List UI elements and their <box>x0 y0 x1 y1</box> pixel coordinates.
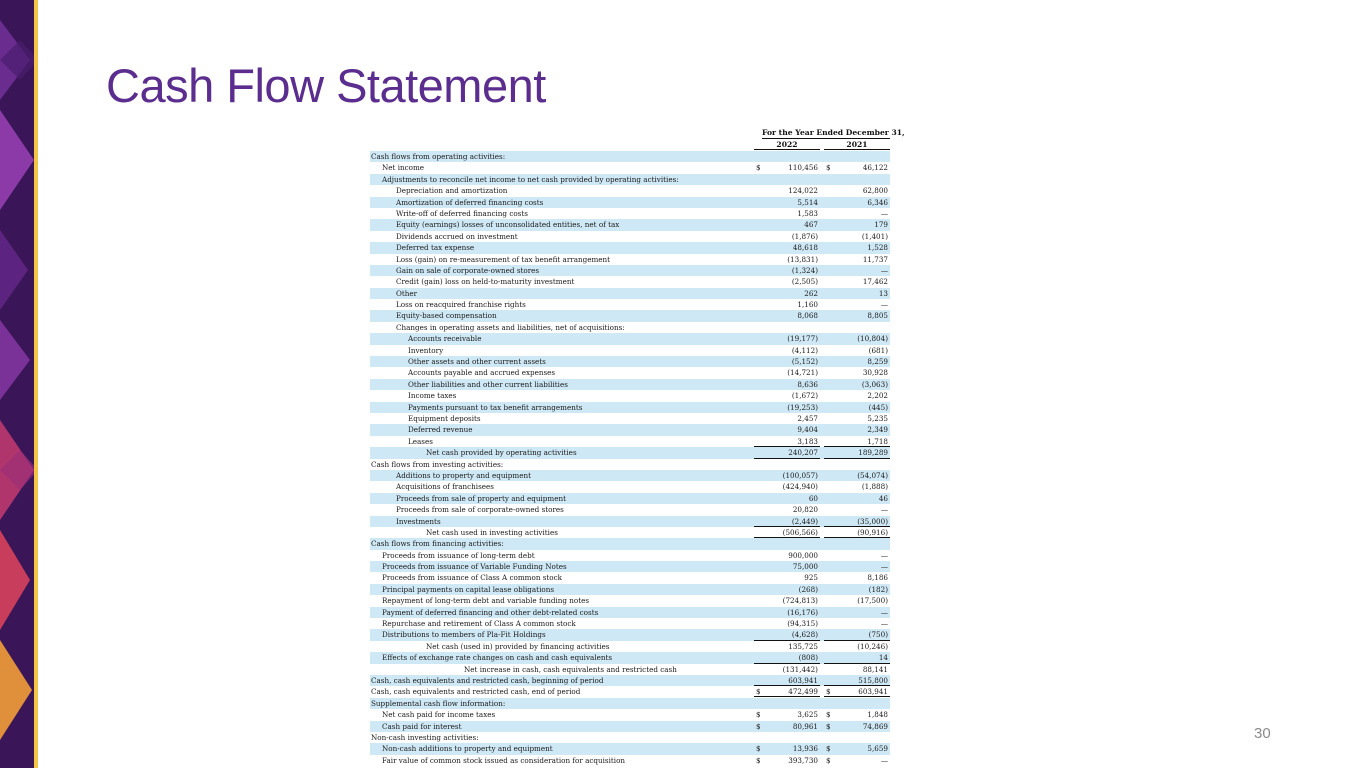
row-label: Distributions to members of Pla-Fit Holdings <box>382 630 546 640</box>
currency-symbol: $ <box>826 744 831 754</box>
page-number: 30 <box>1254 725 1271 742</box>
value-2022: (5,152) <box>791 357 818 367</box>
row-label: Dividends accrued on investment <box>396 231 518 241</box>
row-label: Deferred revenue <box>408 425 473 435</box>
row-label: Equity (earnings) losses of unconsolidated entities, net of tax <box>396 220 620 230</box>
value-2021: — <box>880 265 888 275</box>
value-2021: 17,462 <box>862 277 888 287</box>
value-2022: (808) <box>798 653 818 663</box>
currency-symbol: $ <box>826 687 831 697</box>
value-2022: 5,514 <box>797 197 818 207</box>
value-2021: 62,800 <box>862 186 888 196</box>
value-2021: (681) <box>868 345 888 355</box>
row-label: Cash paid for interest <box>382 721 462 731</box>
table-row <box>370 493 890 504</box>
value-2022: (506,566) <box>782 527 818 537</box>
table-row <box>370 379 890 390</box>
row-label: Proceeds from sale of corporate-owned stores <box>396 505 564 515</box>
table-row <box>370 322 890 333</box>
row-label: Accounts payable and accrued expenses <box>408 368 556 378</box>
value-2022: 900,000 <box>788 550 818 560</box>
value-2021: — <box>880 619 888 629</box>
value-2021: 8,186 <box>867 573 888 583</box>
value-2022: 472,499 <box>788 687 818 697</box>
table-row <box>370 675 890 686</box>
row-label: Changes in operating assets and liabilities, net of acquisitions: <box>396 322 625 332</box>
currency-symbol: $ <box>756 163 761 173</box>
value-2021: (35,000) <box>857 516 888 526</box>
table-row <box>370 424 890 435</box>
value-2022: (100,057) <box>782 470 818 480</box>
row-label: Net cash provided by operating activities <box>426 448 577 458</box>
table-row <box>370 299 890 310</box>
currency-symbol: $ <box>756 687 761 697</box>
value-2021: (54,074) <box>857 470 888 480</box>
row-label: Depreciation and amortization <box>396 186 508 196</box>
row-label: Net income <box>382 163 425 173</box>
table-row <box>370 618 890 629</box>
table-row <box>370 527 890 538</box>
value-2022: 9,404 <box>797 425 818 435</box>
table-row <box>370 686 890 697</box>
table-row <box>370 288 890 299</box>
value-2021: 6,346 <box>867 197 888 207</box>
row-label: Gain on sale of corporate-owned stores <box>396 265 540 275</box>
row-label: Cash flows from investing activities: <box>371 459 504 469</box>
row-label: Supplemental cash flow information: <box>371 698 506 708</box>
geometric-pattern-icon <box>0 0 38 768</box>
row-label: Non-cash investing activities: <box>371 732 479 742</box>
table-row <box>370 607 890 618</box>
value-2022: (1,324) <box>791 265 818 275</box>
value-2022: 262 <box>804 288 818 298</box>
table-row <box>370 356 890 367</box>
row-label: Loss (gain) on re-measurement of tax benefit arrangement <box>396 254 611 264</box>
value-2022: 1,583 <box>797 208 818 218</box>
table-row <box>370 652 890 663</box>
value-2022: 1,160 <box>797 300 818 310</box>
row-label: Other assets and other current assets <box>408 357 546 367</box>
value-2021: (445) <box>868 402 888 412</box>
value-2021: — <box>880 550 888 560</box>
table-row <box>370 333 890 344</box>
table-header <box>370 127 905 151</box>
table-row <box>370 561 890 572</box>
table-row <box>370 367 890 378</box>
row-label: Proceeds from issuance of long-term debt <box>382 550 535 560</box>
table-row <box>370 481 890 492</box>
value-2022: (424,940) <box>782 482 818 492</box>
row-label: Net cash (used in) provided by financing activities <box>426 641 610 651</box>
value-2021: — <box>880 505 888 515</box>
row-label: Leases <box>408 436 433 446</box>
value-2022: 110,456 <box>788 163 818 173</box>
value-2021: 46,122 <box>862 163 888 173</box>
table-row <box>370 721 890 732</box>
row-label: Proceeds from sale of property and equipment <box>396 493 566 503</box>
row-label: Amortization of deferred financing costs <box>396 197 544 207</box>
value-2022: (19,253) <box>787 402 818 412</box>
row-label: Proceeds from issuance of Variable Funding Notes <box>382 562 567 572</box>
value-2021: 1,848 <box>867 710 888 720</box>
row-label: Net increase in cash, cash equivalents and restricted cash <box>464 664 677 674</box>
currency-symbol: $ <box>826 710 831 720</box>
period-header: For the Year Ended December 31, <box>762 128 905 137</box>
value-2021: 179 <box>874 220 888 230</box>
currency-symbol: $ <box>756 710 761 720</box>
table-row <box>370 698 890 709</box>
table-row <box>370 310 890 321</box>
value-2022: (4,628) <box>791 630 818 640</box>
row-label: Repayment of long-term debt and variable funding notes <box>382 596 590 606</box>
table-row <box>370 504 890 515</box>
table-row <box>370 390 890 401</box>
table-row <box>370 413 890 424</box>
value-2021: 2,349 <box>867 425 888 435</box>
value-2021: — <box>880 562 888 572</box>
value-2022: 48,618 <box>792 243 818 253</box>
table-row <box>370 516 890 527</box>
value-2021: 8,259 <box>867 357 888 367</box>
table-row <box>370 470 890 481</box>
value-2022: 925 <box>804 573 818 583</box>
value-2022: 240,207 <box>788 448 818 458</box>
value-2021: 603,941 <box>858 687 888 697</box>
value-2021: 74,869 <box>862 721 888 731</box>
value-2022: (19,177) <box>787 334 818 344</box>
value-2022: 124,022 <box>788 186 818 196</box>
table-row <box>370 219 890 230</box>
value-2021: 5,659 <box>867 744 888 754</box>
value-2021: 189,289 <box>858 448 888 458</box>
value-2021: (17,500) <box>857 596 888 606</box>
row-label: Deferred tax expense <box>396 243 475 253</box>
table-row <box>370 595 890 606</box>
table-row <box>370 629 890 640</box>
row-label: Investments <box>396 516 441 526</box>
value-2021: (90,916) <box>857 527 888 537</box>
row-label: Principal payments on capital lease obligations <box>382 584 555 594</box>
value-2022: (131,442) <box>782 664 818 674</box>
year-2022-header: 2022 <box>754 140 820 150</box>
value-2022: 3,183 <box>797 436 818 446</box>
value-2021: 1,718 <box>867 436 888 446</box>
row-label: Inventory <box>408 345 444 355</box>
value-2021: 2,202 <box>867 391 888 401</box>
value-2021: (182) <box>868 584 888 594</box>
table-row <box>370 276 890 287</box>
table-row <box>370 709 890 720</box>
row-label: Repurchase and retirement of Class A common stock <box>382 619 576 629</box>
row-label: Equity-based compensation <box>396 311 497 321</box>
value-2021: (3,063) <box>861 379 888 389</box>
table-row <box>370 743 890 754</box>
value-2022: 135,725 <box>788 641 818 651</box>
row-label: Other liabilities and other current liabilities <box>408 379 568 389</box>
value-2021: — <box>880 607 888 617</box>
row-label: Effects of exchange rate changes on cash and cash equivalents <box>382 653 613 663</box>
value-2022: (4,112) <box>791 345 818 355</box>
row-label: Cash, cash equivalents and restricted cash, end of period <box>371 687 581 697</box>
table-row <box>370 459 890 470</box>
value-2022: (724,813) <box>782 596 818 606</box>
value-2021: 88,141 <box>862 664 888 674</box>
row-label: Other <box>396 288 418 298</box>
table-row <box>370 174 890 185</box>
row-label: Cash flows from operating activities: <box>371 152 506 161</box>
value-2022: (2,449) <box>791 516 818 526</box>
currency-symbol: $ <box>756 744 761 754</box>
table-row <box>370 755 890 766</box>
value-2021: (750) <box>868 630 888 640</box>
currency-symbol: $ <box>826 755 831 765</box>
table-row <box>370 197 890 208</box>
row-label: Adjustments to reconcile net income to net cash provided by operating activities: <box>382 174 679 184</box>
value-2021: — <box>880 300 888 310</box>
value-2022: 3,625 <box>797 710 818 720</box>
value-2021: 5,235 <box>867 413 888 423</box>
row-label: Additions to property and equipment <box>396 470 531 480</box>
table-row <box>370 162 890 173</box>
value-2021: — <box>880 755 888 765</box>
table-row <box>370 345 890 356</box>
table-row <box>370 265 890 276</box>
table-row <box>370 254 890 265</box>
value-2021: (1,888) <box>861 482 888 492</box>
table-row <box>370 550 890 561</box>
value-2021: 515,800 <box>858 675 888 685</box>
table-row <box>370 572 890 583</box>
row-label: Write-off of deferred financing costs <box>396 208 528 218</box>
row-label: Accounts receivable <box>408 334 482 344</box>
value-2021: 46 <box>878 493 888 503</box>
value-2022: (268) <box>798 584 818 594</box>
table-row <box>370 231 890 242</box>
value-2021: 13 <box>878 288 888 298</box>
row-label: Net cash paid for income taxes <box>382 710 496 720</box>
value-2022: (14,721) <box>787 368 818 378</box>
value-2022: 80,961 <box>792 721 818 731</box>
value-2022: (16,176) <box>787 607 818 617</box>
value-2022: 467 <box>804 220 818 230</box>
row-label: Cash flows from financing activities: <box>371 539 504 549</box>
slide-title: Cash Flow Statement <box>106 59 546 112</box>
value-2021: 8,805 <box>867 311 888 321</box>
table-row <box>370 538 890 549</box>
value-2022: (1,672) <box>791 391 818 401</box>
currency-symbol: $ <box>826 721 831 731</box>
row-label: Non-cash additions to property and equipment <box>382 744 553 754</box>
table-row <box>370 447 890 458</box>
value-2022: 13,936 <box>792 744 818 754</box>
row-label: Proceeds from issuance of Class A common stock <box>382 573 563 583</box>
value-2021: 30,928 <box>862 368 888 378</box>
value-2022: (94,315) <box>787 619 818 629</box>
value-2022: (13,831) <box>787 254 818 264</box>
row-label: Payment of deferred financing and other debt-related costs <box>382 607 599 617</box>
value-2021: 11,737 <box>862 254 888 264</box>
row-label: Cash, cash equivalents and restricted cash, beginning of period <box>371 675 604 685</box>
value-2021: (10,246) <box>857 641 888 651</box>
value-2022: 20,820 <box>792 505 818 515</box>
cash-flow-table <box>370 151 890 766</box>
currency-symbol: $ <box>826 163 831 173</box>
value-2022: 2,457 <box>797 413 818 423</box>
value-2021: (1,401) <box>861 231 888 241</box>
table-row <box>370 584 890 595</box>
value-2021: — <box>880 208 888 218</box>
table-row <box>370 664 890 675</box>
table-row <box>370 185 890 196</box>
currency-symbol: $ <box>756 721 761 731</box>
table-row <box>370 242 890 253</box>
row-label: Income taxes <box>408 391 457 401</box>
row-label: Acquisitions of franchisees <box>396 482 494 492</box>
currency-symbol: $ <box>756 755 761 765</box>
table-row <box>370 151 890 162</box>
table-row <box>370 732 890 743</box>
row-label: Payments pursuant to tax benefit arrangements <box>408 402 583 412</box>
table-row <box>370 208 890 219</box>
value-2022: 8,068 <box>797 311 818 321</box>
value-2022: 393,730 <box>788 755 818 765</box>
value-2022: 8,636 <box>797 379 818 389</box>
row-label: Equipment deposits <box>408 413 481 423</box>
value-2022: 603,941 <box>788 675 818 685</box>
table-row <box>370 436 890 447</box>
row-label: Net cash used in investing activities <box>426 527 558 537</box>
value-2022: (1,876) <box>791 231 818 241</box>
value-2021: 14 <box>878 653 888 663</box>
value-2021: (10,804) <box>857 334 888 344</box>
row-label: Fair value of common stock issued as consideration for acquisition <box>382 755 626 765</box>
row-label: Loss on reacquired franchise rights <box>396 300 526 310</box>
decorative-side-band <box>0 0 38 768</box>
table-row <box>370 402 890 413</box>
table-row <box>370 641 890 652</box>
row-label: Credit (gain) loss on held-to-maturity investment <box>396 277 575 287</box>
year-2021-header: 2021 <box>824 140 890 150</box>
value-2022: (2,505) <box>791 277 818 287</box>
value-2022: 60 <box>808 493 818 503</box>
value-2021: 1,528 <box>867 243 888 253</box>
value-2022: 75,000 <box>792 562 818 572</box>
